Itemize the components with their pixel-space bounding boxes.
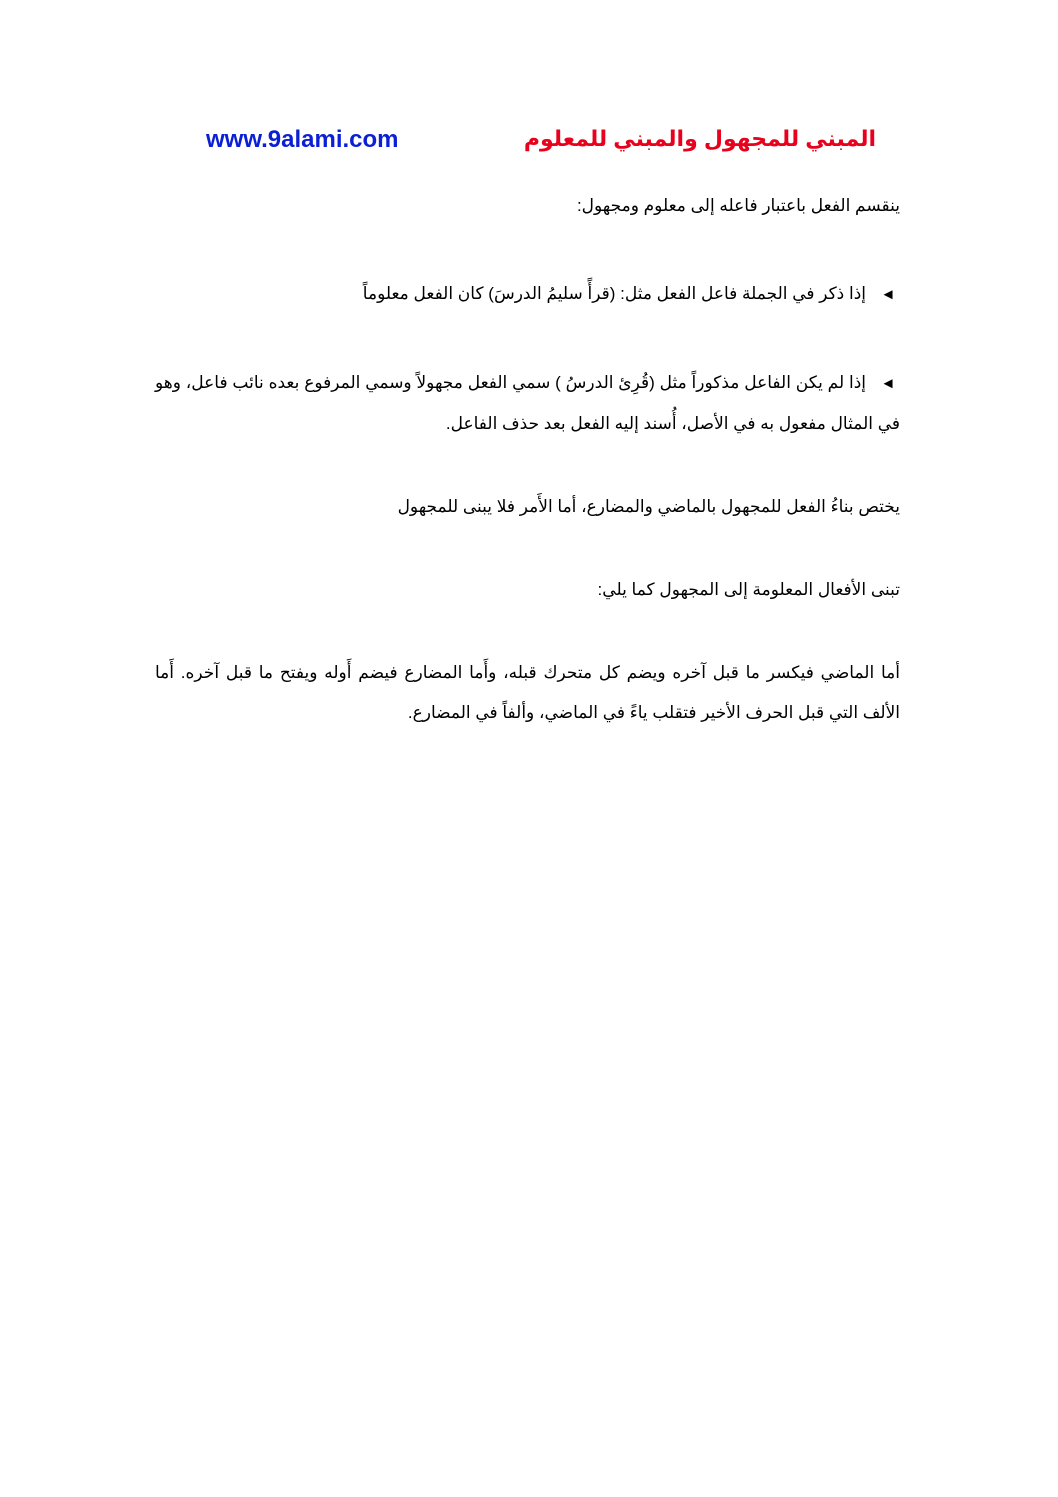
bullet-item-known-verb bbox=[155, 274, 900, 315]
paragraph-conversion-rules: أما الماضي فيكسر ما قبل آخره ويضم كل متحرك قبله، وأَما المضارع فيضم أَوله ويفتح ما قبل آخره. أَما الألف التي قبل الحرف الأخير فتقلب ياءً في الماضي، وألفاً في المضارع. bbox=[155, 663, 900, 722]
header bbox=[150, 126, 880, 166]
bullet-text: إذا ذكر في الجملة فاعل الفعل مثل: (قرأً سليمُ الدرسَ) كان الفعل معلوماً bbox=[362, 284, 866, 303]
paragraph-conversion-intro: تبنى الأفعال المعلومة إلى المجهول كما يلي: bbox=[597, 580, 900, 599]
document-body bbox=[155, 186, 900, 733]
page-title: المبني للمجهول والمبني للمعلوم bbox=[523, 126, 876, 151]
website-link[interactable]: www.9alami.com bbox=[206, 126, 399, 153]
bullet-arrow-icon: ◄ bbox=[880, 375, 896, 392]
bullet-item-passive-verb bbox=[155, 363, 900, 444]
intro-paragraph: ينقسم الفعل باعتبار فاعله إلى معلوم ومجهول: bbox=[576, 196, 900, 215]
paragraph-passive-tenses: يختص بناءُ الفعل للمجهول بالماضي والمضارع، أما الأَمر فلا يبنى للمجهول bbox=[397, 497, 900, 516]
bullet-arrow-icon: ◄ bbox=[880, 286, 896, 303]
bullet-text: إذا لم يكن الفاعل مذكوراً مثل (قُرِئ الدرسُ ) سمي الفعل مجهولاً وسمي المرفوع بعده نائب فاعل، وهو في المثال مفعول به في الأصل، أُسند إليه الفعل بعد حذف الفاعل. bbox=[155, 373, 900, 433]
